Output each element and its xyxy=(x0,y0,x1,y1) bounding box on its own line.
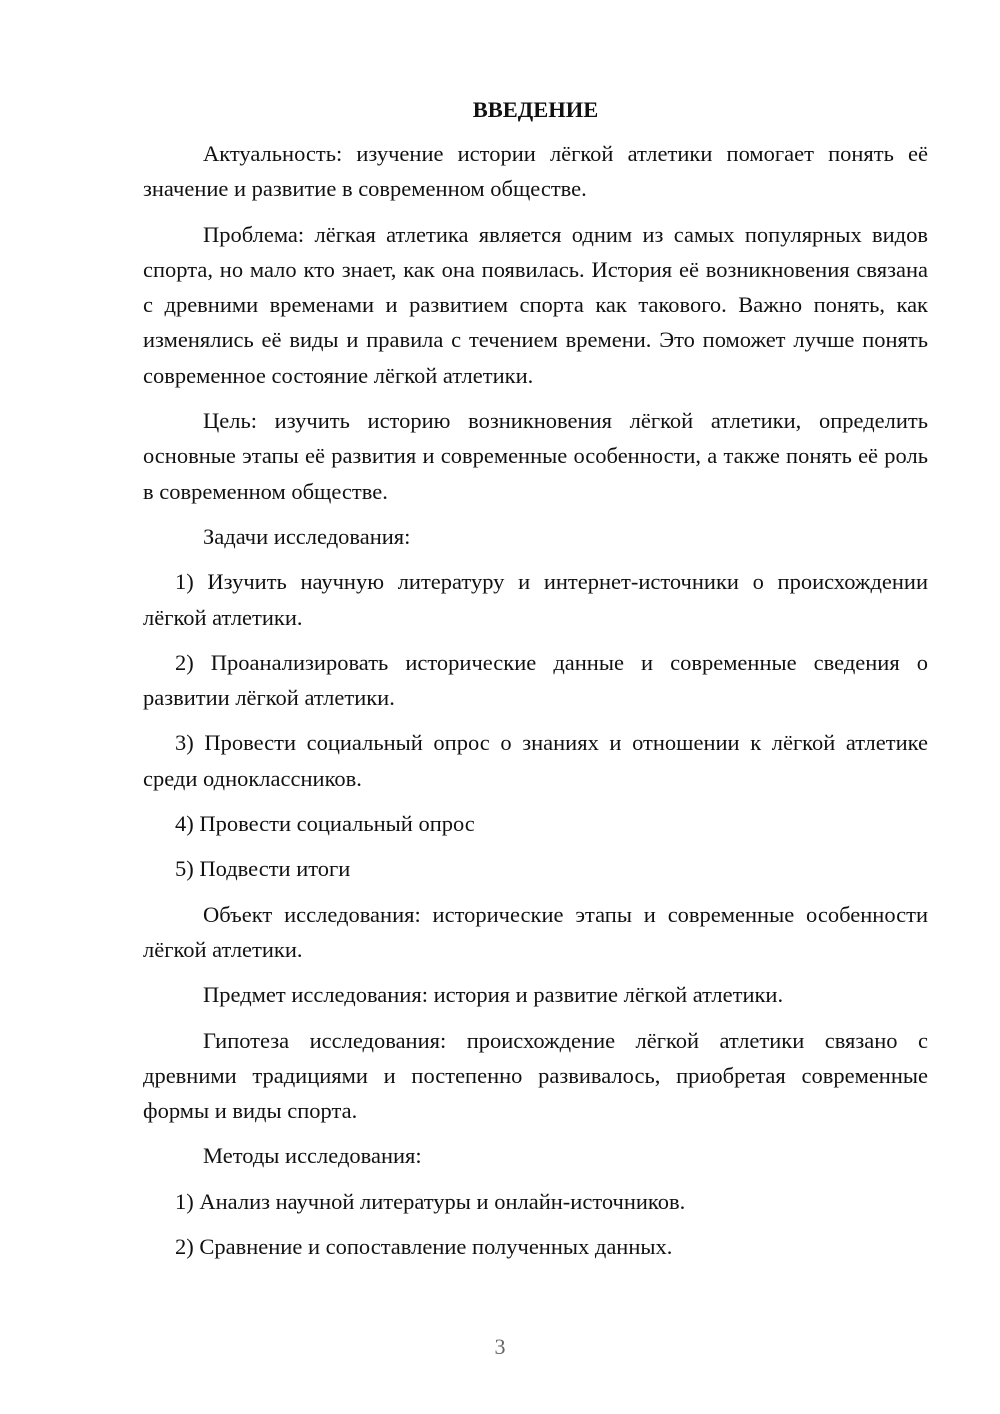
list-item-task-1: 1) Изучить научную литературу и интернет-источники о происхождении лёгкой атлетики. xyxy=(143,569,928,630)
list-item-task-5: 5) Подвести итоги xyxy=(175,856,351,882)
paragraph-methods-heading: Методы исследования: xyxy=(203,1143,422,1169)
paragraph-goal: Цель: изучить историю возникновения лёгкой атлетики, определить основные этапы её развития и современные особенности, а также понять её роль в современном обществе. xyxy=(143,408,928,504)
page-number: 3 xyxy=(494,1334,506,1359)
list-item-task-2: 2) Проанализировать исторические данные и современные сведения о развитии лёгкой атлетики. xyxy=(143,649,928,711)
list-item-method-1: 1) Анализ научной литературы и онлайн-источников. xyxy=(175,1188,686,1214)
list-item-task-3: 3) Провести социальный опрос о знаниях и отношении к лёгкой атлетике среди одноклассников. xyxy=(143,730,928,791)
list-item-task-4: 4) Провести социальный опрос xyxy=(175,811,475,837)
paragraph-problem: Проблема: лёгкая атлетика является одним из самых популярных видов спорта, но мало кто знает, как она появилась. История её возникновения связана с древними временами и развитием спорта как такового. Важно понять, как изменялись её виды и правила с течением времени. Это поможет лучше понять современное состояние лёгкой атлетики. xyxy=(143,221,928,388)
paragraph-relevance: Актуальность: изучение истории лёгкой атлетики помогает понять её значение и развитие в современном обществе. xyxy=(143,141,928,202)
document-page xyxy=(143,92,928,1274)
paragraph-hypothesis: Гипотеза исследования: происхождение лёгкой атлетики связано с древними традициями и постепенно развивалось, приобретая современные формы и виды спорта. xyxy=(143,1027,928,1124)
paragraph-tasks-heading: Задачи исследования: xyxy=(203,523,411,549)
page-title: ВВЕДЕНИЕ xyxy=(472,97,599,122)
paragraph-object: Объект исследования: исторические этапы и современные особенности лёгкой атлетики. xyxy=(143,901,928,962)
list-item-method-2: 2) Сравнение и сопоставление полученных данных. xyxy=(175,1234,673,1260)
paragraph-subject: Предмет исследования: история и развитие лёгкой атлетики. xyxy=(203,982,784,1008)
